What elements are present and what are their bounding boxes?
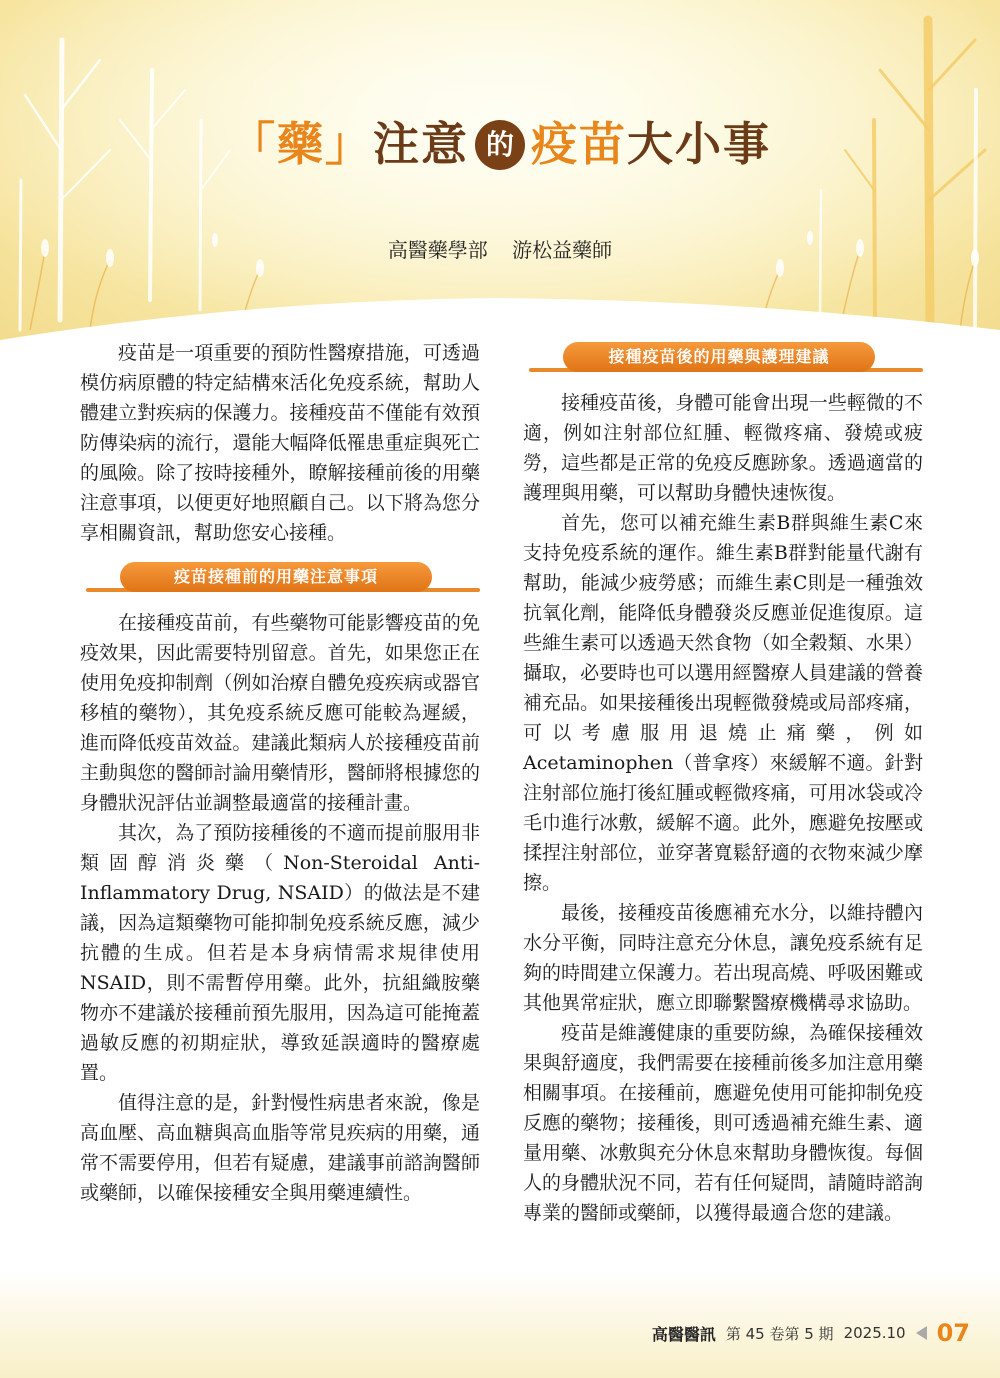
paragraph: 最後，接種疫苗後應補充水分，以維持體內水分平衡，同時注意充分休息，讓免疫系統有足夠的時間建立保護力。若出現高燒、呼吸困難或其他異常症狀，應立即聯繫醫療機構尋求協助。 [523, 902, 923, 1014]
header-background [0, 0, 1000, 360]
paragraph: 值得注意的是，針對慢性病患者來說，像是高血壓、高血糖與高血脂等常見疾病的用藥，通常不需要停用，但若有疑慮，建議事前諮詢醫師或藥師，以確保接種安全與用藥連續性。 [80, 1092, 480, 1204]
title-part-attention: 注意 [373, 117, 469, 171]
title-part-matters: 大小事 [627, 117, 771, 171]
right-column [523, 338, 923, 1228]
issue-info: 第 45 卷第 5 期 [725, 1324, 834, 1343]
page-title [0, 108, 1000, 174]
section-heading-after [523, 342, 923, 374]
paragraph: 其次，為了預防接種後的不適而提前服用非類固醇消炎藥（Non-Steroidal Anti-Inflammatory Drug, NSAID）的做法是不建議，因為這類藥物可能抑制免疫系統反應，減少抗體的生成。但若是本身病情需求規律使用NSAID，則不需暫停用藥。此外，抗組織胺藥物亦不建議於接種前預先服用，因為這可能掩蓋過敏反應的初期症狀，導致延誤適時的醫療處置。 [80, 822, 480, 1084]
intro-paragraph: 疫苗是一項重要的預防性醫療措施，可透過模仿病原體的特定結構來活化免疫系統，幫助人體建立對疾病的保護力。接種疫苗不僅能有效預防傳染病的流行，還能大幅降低罹患重症與死亡的風險。除了按時接種外，瞭解接種前後的用藥注意事項，以便更好地照顧自己。以下將為您分享相關資訊，幫助您安心接種。 [80, 342, 480, 544]
section-heading-label: 疫苗接種前的用藥注意事項 [120, 562, 432, 592]
title-circle-de: 的 [475, 120, 525, 170]
paragraph: 在接種疫苗前，有些藥物可能影響疫苗的免疫效果，因此需要特別留意。首先，如果您正在使用免疫抑制劑（例如治療自體免疫疾病或器官移植的藥物），其免疫系統反應可能較為遲緩，進而降低疫苗效益。建議此類病人於接種疫苗前主動與您的醫師討論用藥情形，醫師將根據您的身體狀況評估並調整最適當的接種計畫。 [80, 612, 480, 814]
title-part-vaccine: 疫苗 [531, 117, 627, 171]
paragraph: 首先，您可以補充維生素B群與維生素C來支持免疫系統的運作。維生素B群對能量代謝有幫助，能減少疲勞感；而維生素C則是一種強效抗氧化劑，能降低身體發炎反應並促進復原。這些維生素可以透過天然食物（如全穀類、水果）攝取，必要時也可以選用經醫療人員建議的營養補充品。如果接種後出現輕微發燒或局部疼痛，可以考慮服用退燒止痛藥，例如Acetaminophen（普拿疼）來緩解不適。針對注射部位施打後紅腫或輕微疼痛，可用冰袋或冷毛巾進行冰敷，緩解不適。此外，應避免按壓或揉捏注射部位，並穿著寬鬆舒適的衣物來減少摩擦。 [523, 512, 923, 894]
section-heading-before [80, 562, 480, 594]
title-part-drug: 「藥」 [229, 117, 373, 171]
section-heading-label: 接種疫苗後的用藥與護理建議 [563, 342, 875, 372]
left-arrow-icon [916, 1326, 927, 1340]
page-footer [652, 1318, 970, 1348]
paragraph: 疫苗是維護健康的重要防線，為確保接種效果與舒適度，我們需要在接種前後多加注意用藥相關事項。在接種前，應避免使用可能抑制免疫反應的藥物；接種後，則可透過補充維生素、適量用藥、冰敷與充分休息來幫助身體恢復。每個人的身體狀況不同，若有任何疑問，請隨時諮詢專業的醫師或藥師，以獲得最適合您的建議。 [523, 1022, 923, 1224]
page-number: 07 [936, 1319, 970, 1347]
decorative-trees-illustration [0, 0, 1000, 360]
issue-date: 2025.10 [843, 1324, 906, 1342]
paragraph: 接種疫苗後，身體可能會出現一些輕微的不適，例如注射部位紅腫、輕微疼痛、發燒或疲勞，這些都是正常的免疫反應跡象。透過適當的護理與用藥，可以幫助身體快速恢復。 [523, 392, 923, 504]
author-byline: 高醫藥學部 游松益藥師 [387, 238, 613, 262]
left-column [80, 338, 480, 1208]
journal-name: 高醫醫訊 [651, 1324, 716, 1344]
